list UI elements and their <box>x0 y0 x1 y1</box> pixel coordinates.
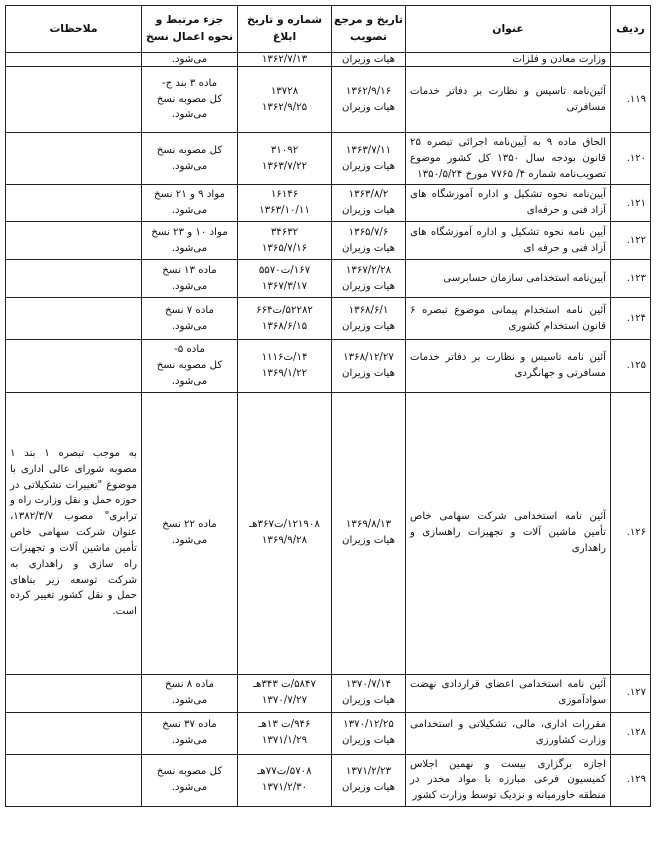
table-row <box>6 674 651 712</box>
row-related <box>142 53 238 67</box>
row-title <box>406 260 611 298</box>
row-number: ۱۲۴. <box>611 298 651 340</box>
row-notice <box>238 185 332 222</box>
row-approval <box>332 222 406 260</box>
row-related <box>142 133 238 185</box>
row-number: ۱۲۷. <box>611 674 651 712</box>
row-approval-line: ۱۳۶۳/۷/۱۱ <box>345 144 392 156</box>
row-notice-line: ۱۴/ت۱۱۱۶ <box>261 351 308 363</box>
row-title <box>406 754 611 806</box>
row-title <box>406 340 611 392</box>
row-number: ۱۲۸. <box>611 712 651 754</box>
row-related-line: ماده ۷ نسخ می‌شود. <box>165 304 214 332</box>
table-row <box>6 712 651 754</box>
row-notice <box>238 222 332 260</box>
header-title: عنوان <box>406 6 611 53</box>
row-approval <box>332 712 406 754</box>
row-approval-line: ۱۳۶۲/۹/۱۶ <box>345 85 392 97</box>
row-notice-line: ۱۳۶۳/۱۰/۱۱ <box>259 205 310 217</box>
row-related-line: ماده ۳۷ نسخ می‌شود. <box>162 719 217 746</box>
header-remarks: ملاحظات <box>6 6 142 53</box>
row-related-line: می‌شود. <box>171 160 208 172</box>
row-approval-line: ۱۳۷۱/۲/۲۳ <box>345 766 392 778</box>
row-title-line: آیین نامه نحوه تشکیل و اداره آموزشگاه های آزاد فنی و حرفه ای <box>410 226 606 254</box>
row-number: ۱۱۹. <box>611 67 651 133</box>
row-approval-line: هیات وزیران <box>342 280 395 292</box>
row-title <box>406 67 611 133</box>
row-approval-line: ۱۳۶۷/۲/۲۸ <box>345 264 392 276</box>
table-row <box>6 53 651 67</box>
row-notice-line: ۱۶۱۴۶ <box>270 189 299 201</box>
row-title <box>406 392 611 674</box>
row-related <box>142 222 238 260</box>
table-row <box>6 298 651 340</box>
row-approval <box>332 392 406 674</box>
row-notice-line: ۵۷۰۸/ت۷۷هـ <box>257 766 312 778</box>
table-row <box>6 185 651 222</box>
row-notice-line: ۱۳۶۳/۷/۲۲ <box>261 160 308 172</box>
row-related-line: ماده ۱۳ نسخ می‌شود. <box>162 264 217 292</box>
row-title-line: آئین‌نامه تاسیس و نظارت بر دفاتر خدمات مسافرتی <box>410 85 606 113</box>
table-row <box>6 754 651 806</box>
header-notice: شماره و تاریخ ابلاغ <box>238 6 332 53</box>
row-approval <box>332 674 406 712</box>
row-notice-line: ۱۳۶۷/۳/۱۷ <box>261 280 308 292</box>
row-notice <box>238 67 332 133</box>
row-remarks <box>6 712 142 754</box>
table-row <box>6 222 651 260</box>
row-approval <box>332 340 406 392</box>
header-row <box>6 6 651 53</box>
row-approval-line: هیات وزیران <box>342 160 395 172</box>
row-related <box>142 67 238 133</box>
row-notice <box>238 340 332 392</box>
row-related-line: کل مصوبه نسخ <box>156 766 223 778</box>
row-related-line: کل مصوبه نسخ <box>156 144 223 156</box>
row-remarks <box>6 67 142 133</box>
row-notice-line: ۱۳۷۲۸ <box>270 85 299 97</box>
row-title-line: مقررات اداری، مالی، تشکیلاتی و استخدامی وزارت کشاورزی <box>410 719 606 746</box>
row-notice-line: ۱۳۷۱/۲/۳۰ <box>261 782 308 794</box>
row-notice-line: ۱۳۶۸/۶/۱۵ <box>261 320 308 332</box>
row-notice-line: ۱۳۷۱/۱/۲۹ <box>261 735 308 746</box>
row-related <box>142 298 238 340</box>
row-related-line: می‌شود. <box>171 54 208 65</box>
row-notice <box>238 298 332 340</box>
row-related-line: ماده ۵- <box>174 344 205 356</box>
row-notice-line: ۱۳۶۵/۷/۱۶ <box>261 242 308 254</box>
row-approval-line: هیات وزیران <box>342 695 395 706</box>
row-related <box>142 340 238 392</box>
row-title-line: آئین نامه تاسیس و نظارت بر دفاتر خدمات مسافرتی و جهانگردی <box>410 351 606 379</box>
row-approval <box>332 185 406 222</box>
row-title <box>406 712 611 754</box>
row-number: ۱۲۲. <box>611 222 651 260</box>
row-remarks <box>6 185 142 222</box>
row-related-line: می‌شود. <box>171 782 208 794</box>
row-remarks <box>6 222 142 260</box>
row-approval <box>332 133 406 185</box>
row-related-line: مواد ۹ و ۲۱ نسخ <box>154 189 225 201</box>
row-title <box>406 53 611 67</box>
row-related-line: ماده ۳ بند ج- <box>161 77 218 89</box>
row-approval <box>332 298 406 340</box>
row-related <box>142 712 238 754</box>
row-title-line: آیین‌نامه استخدامی سازمان حسابرسی <box>443 272 606 284</box>
row-notice-line: ۳۴۶۳۲ <box>270 226 299 238</box>
row-approval-line: ۱۳۶۳/۸/۲ <box>348 189 389 201</box>
row-notice <box>238 53 332 67</box>
row-remarks <box>6 674 142 712</box>
row-approval <box>332 53 406 67</box>
row-approval <box>332 260 406 298</box>
row-number: ۱۲۹. <box>611 754 651 806</box>
row-approval-line: هیات وزیران <box>342 205 395 217</box>
row-notice <box>238 712 332 754</box>
row-notice-line: ۱۳۶۹/۹/۲۸ <box>261 535 308 546</box>
row-approval <box>332 67 406 133</box>
row-notice <box>238 260 332 298</box>
row-notice-line: ۱۶۷/ت۵۵۷۰ <box>258 264 311 276</box>
row-title <box>406 222 611 260</box>
header-approval: تاریخ و مرجع تصویب <box>332 6 406 53</box>
row-title-line: آئین نامه استخدامی اعضای قراردادی نهضت سوادآموزی <box>410 679 606 706</box>
row-related-line: ماده ۲۲ نسخ می‌شود. <box>162 519 217 546</box>
row-approval-line: هیات وزیران <box>342 735 395 746</box>
row-approval-line: ۱۳۷۰/۱۲/۲۵ <box>343 719 394 731</box>
row-title-line: وزارت معادن و فلزات <box>512 54 606 65</box>
table-row <box>6 67 651 133</box>
row-notice <box>238 674 332 712</box>
row-title <box>406 674 611 712</box>
row-title-line: آیین‌نامه نحوه تشکیل و اداره آموزشگاه های آزاد فنی و حرفه‌ای <box>410 189 606 217</box>
row-number: ۱۲۳. <box>611 260 651 298</box>
row-number: ۱۲۰. <box>611 133 651 185</box>
row-approval-line: ۱۳۶۹/۸/۱۳ <box>345 519 392 531</box>
row-notice-line: ۱۳۷۰/۷/۲۷ <box>261 695 308 706</box>
row-notice-line: ۱۳۶۲/۹/۲۵ <box>261 101 308 113</box>
row-approval-line: هیات وزیران <box>342 782 395 794</box>
row-number: ۱۲۶. <box>611 392 651 674</box>
row-title-line: اجازه برگزاری بیست و نهمین اجلاس کمیسیون فرعی مبارزه با مواد مخدر در منطقه خاورمیانه و نزدیک توسط وزارت کشور <box>410 758 606 802</box>
row-notice-line: ۵۸۴۷/ت ۳۴۳هـ <box>253 679 316 691</box>
row-approval-line: ۱۳۶۵/۷/۶ <box>348 226 389 238</box>
row-title-line: آئین نامه استخدام پیمانی موضوع تبصره ۶ قانون استخدام کشوری <box>410 304 606 332</box>
row-remarks <box>6 133 142 185</box>
row-notice-line: ۳۱۰۹۲ <box>270 144 299 156</box>
row-remarks <box>6 754 142 806</box>
row-related <box>142 260 238 298</box>
row-notice <box>238 133 332 185</box>
row-related-line: مواد ۱۰ و ۲۳ نسخ <box>151 226 228 238</box>
row-approval-line: هیات وزیران <box>342 320 395 332</box>
row-number: ۱۲۱. <box>611 185 651 222</box>
row-related-line: می‌شود. <box>171 109 208 121</box>
row-title <box>406 298 611 340</box>
row-notice-line: ۵۲۲۸۲/ت۶۶۴ <box>256 304 313 316</box>
row-remarks <box>6 298 142 340</box>
row-remarks <box>6 260 142 298</box>
row-remarks <box>6 392 142 674</box>
row-approval <box>332 754 406 806</box>
row-remarks-line: به موجب تبصره ۱ بند ۱ مصوبه شورای عالی اداری با موضوع "تغییرات تشکیلاتی در حوزه حمل و نقل وزارت راه و ترابری" مصوب ۱۳۸۲/۳/۷، عنوان شرکت سهامی خاص تأمین ماشین آلات و تجهیزات راه سازی و راهداری به شرکت توسعه زیر بناهای حمل و نقل کشور تغییر کرده است. <box>10 448 137 618</box>
row-approval-line: هیات وزیران <box>342 242 395 254</box>
row-related-line: می‌شود. <box>171 205 208 217</box>
row-related-line: کل مصوبه نسخ <box>156 93 223 105</box>
table-row <box>6 340 651 392</box>
row-approval-line: ۱۳۶۸/۶/۱ <box>348 304 389 316</box>
row-related-line: می‌شود. <box>171 375 208 387</box>
row-approval-line: ۱۳۷۰/۷/۱۴ <box>345 679 392 691</box>
row-related <box>142 754 238 806</box>
row-number <box>611 53 651 67</box>
row-title-line: آئین نامه استخدامی شرکت سهامی خاص تأمین ماشین آلات و تجهیزات راهسازی و راهداری <box>410 511 606 554</box>
row-related-line: کل مصوبه نسخ <box>156 359 223 371</box>
row-approval-line: هیات وزیران <box>342 367 395 379</box>
table-row <box>6 260 651 298</box>
row-number: ۱۲۵. <box>611 340 651 392</box>
row-approval-line: هیات وزیران <box>342 54 395 65</box>
row-notice-line: ۱۳۶۹/۱/۲۲ <box>261 367 308 379</box>
row-notice <box>238 392 332 674</box>
row-related-line: می‌شود. <box>171 242 208 254</box>
header-row-number: ردیف <box>611 6 651 53</box>
row-related <box>142 185 238 222</box>
row-notice <box>238 754 332 806</box>
row-title <box>406 185 611 222</box>
row-notice-line: ۹۴۶/ت ۱۳هـ <box>258 719 311 731</box>
row-title-line: الحاق ماده ۹ به آیین‌نامه اجرائی تبصره ۲۵ قانون بودجه سال ۱۳۵۰ کل کشور موضوع تصویب‌نامه شماره ۴/ ۷۷۶۵ مورخ ۱۳۵۰/۵/۲۴ <box>410 137 606 180</box>
row-approval-line: هیات وزیران <box>342 101 395 113</box>
repealed-regulations-table <box>5 5 651 807</box>
row-title <box>406 133 611 185</box>
row-approval-line: هیات وزیران <box>342 535 395 546</box>
row-related-line: ماده ۸ نسخ می‌شود. <box>165 679 214 706</box>
row-notice-line: ۱۲۱۹۰۸/ت۳۶۷هـ <box>249 519 320 531</box>
row-related <box>142 674 238 712</box>
table-row <box>6 392 651 674</box>
row-approval-line: ۱۳۶۸/۱۲/۲۷ <box>343 351 394 363</box>
table-row <box>6 133 651 185</box>
law-table-page <box>6 5 651 807</box>
row-notice-line: ۱۳۶۲/۷/۱۳ <box>261 54 308 65</box>
row-related <box>142 392 238 674</box>
row-remarks <box>6 340 142 392</box>
row-remarks <box>6 53 142 67</box>
header-related: جزء مرتبط و نحوه اعمال نسخ <box>142 6 238 53</box>
